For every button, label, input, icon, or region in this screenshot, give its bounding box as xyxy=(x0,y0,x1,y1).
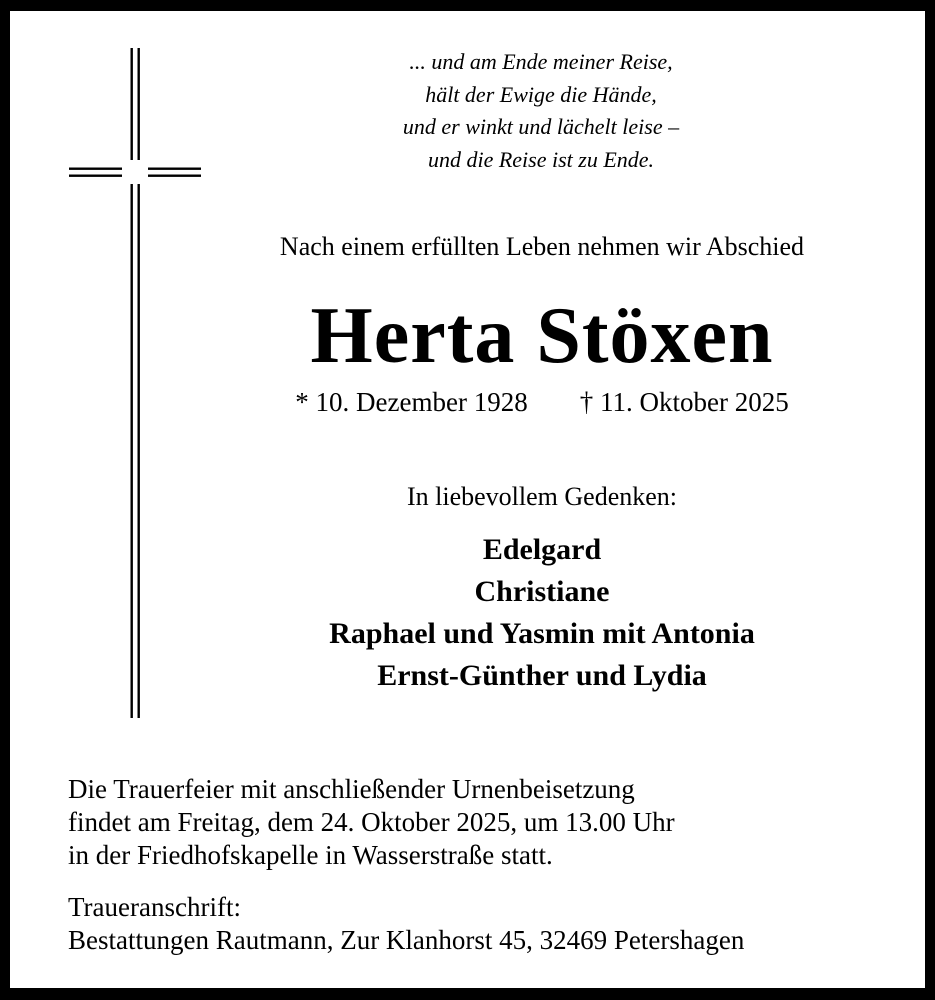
address-label: Traueranschrift: xyxy=(68,892,241,922)
service-line: in der Friedhofskapelle in Wasserstraße statt. xyxy=(68,840,553,870)
poem-line: und die Reise ist zu Ende. xyxy=(427,146,655,172)
memory-heading: In liebevollem Gedenken: xyxy=(406,482,678,511)
poem-line: ... und am Ende meiner Reise, xyxy=(409,49,673,74)
life-dates xyxy=(160,385,924,419)
poem xyxy=(300,46,782,176)
mourners-list xyxy=(160,529,924,697)
mourner-name: Ernst-Günther und Lydia xyxy=(377,659,707,692)
farewell-intro: Nach einem erfüllten Leben nehmen wir Abschied xyxy=(279,232,805,261)
mourner-name: Christiane xyxy=(474,575,610,608)
poem-line: hält der Ewige die Hände, xyxy=(425,81,657,107)
mourner-name: Raphael und Yasmin mit Antonia xyxy=(329,617,755,650)
service-line: findet am Freitag, dem 24. Oktober 2025, um 13.00 Uhr xyxy=(68,807,675,837)
poem-line: und er winkt und lächelt leise – xyxy=(402,114,680,139)
deceased-name: Herta Stöxen xyxy=(310,292,774,380)
death-date: † 11. Oktober 2025 xyxy=(579,387,789,417)
service-line: Die Trauerfeier mit anschließender Urnenbeisetzung xyxy=(68,774,635,804)
service-info xyxy=(68,773,908,872)
mourner-name: Edelgard xyxy=(482,533,602,566)
mourning-address xyxy=(68,891,908,957)
birth-date: * 10. Dezember 1928 xyxy=(295,387,528,417)
address-text: Bestattungen Rautmann, Zur Klanhorst 45, 32469 Petershagen xyxy=(68,925,745,955)
